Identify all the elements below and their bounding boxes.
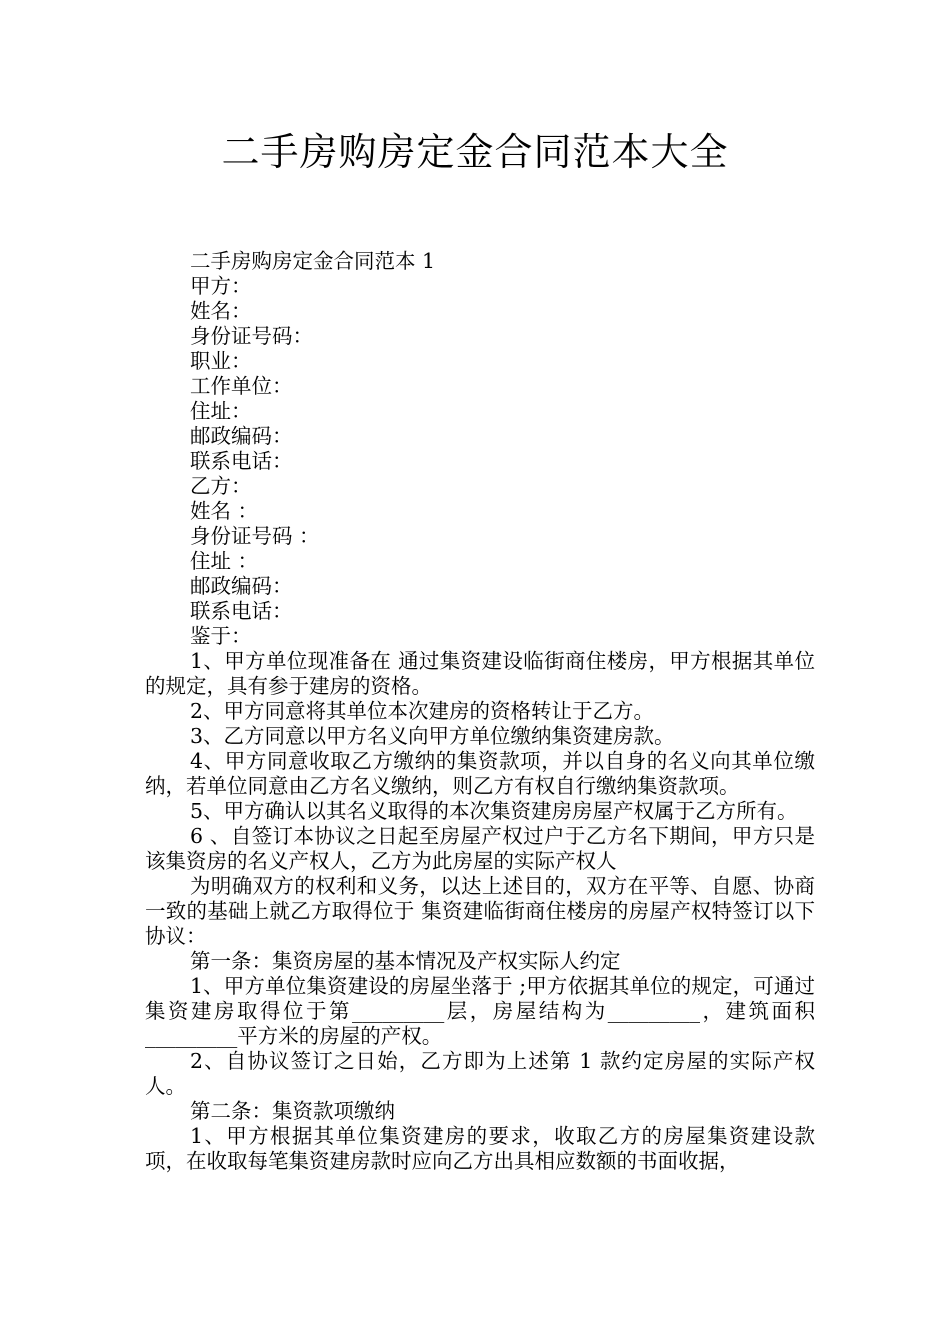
recital-paragraph: 4、甲方同意收取乙方缴纳的集资款项，并以自身的名义向其单位缴纳，若单位同意由乙方名义缴纳，则乙方有权自行缴纳集资款项。	[145, 749, 815, 798]
party-a-postcode-field: 邮政编码：	[190, 424, 293, 448]
party-a-id-field: 身份证号码：	[190, 324, 313, 348]
article-heading: 第二条：集资款项缴纳	[190, 1099, 395, 1123]
clause-paragraph: 1、甲方单位集资建设的房屋坐落于 ;甲方依据其单位的规定，可通过集资建房取得位于第_________层，房屋结构为_________，建筑面积_________平方米的房屋的产权。	[145, 974, 815, 1048]
document-title: 二手房购房定金合同范本大全	[221, 130, 729, 174]
party-a-name-field: 姓名：	[190, 299, 252, 323]
party-a-label: 甲方：	[190, 274, 252, 298]
party-b-postcode-field: 邮政编码：	[190, 574, 293, 598]
party-b-address-field: 住址 ：	[190, 549, 259, 573]
section-heading: 二手房购房定金合同范本 1	[190, 249, 436, 273]
recital-paragraph: 1、甲方单位现准备在 通过集资建设临街商住楼房，甲方根据其单位的规定，具有参于建房的资格。	[145, 649, 815, 698]
preamble-paragraph: 为明确双方的权利和义务，以达上述目的，双方在平等、自愿、协商一致的基础上就乙方取得位于 集资建临街商住楼房的房屋产权特签订以下协议：	[145, 874, 815, 948]
party-a-phone-field: 联系电话：	[190, 449, 293, 473]
party-b-label: 乙方：	[190, 474, 252, 498]
clause-paragraph: 1、甲方根据其单位集资建房的要求，收取乙方的房屋集资建设款项，在收取每笔集资建房款时应向乙方出具相应数额的书面收据，	[145, 1124, 815, 1173]
party-b-id-field: 身份证号码 ：	[190, 524, 320, 548]
recital-paragraph: 2、甲方同意将其单位本次建房的资格转让于乙方。	[190, 699, 655, 723]
recital-paragraph: 6 、自签订本协议之日起至房屋产权过户于乙方名下期间，甲方只是该集资房的名义产权人，乙方为此房屋的实际产权人	[145, 824, 815, 873]
party-a-employer-field: 工作单位：	[190, 374, 293, 398]
party-a-address-field: 住址：	[190, 399, 252, 423]
recital-paragraph: 5、甲方确认以其名义取得的本次集资建房房屋产权属于乙方所有。	[190, 799, 798, 823]
document-body	[145, 249, 815, 1174]
party-a-occupation-field: 职业：	[190, 349, 252, 373]
whereas-label: 鉴于：	[190, 624, 252, 648]
party-b-name-field: 姓名 ：	[190, 499, 259, 523]
party-b-phone-field: 联系电话：	[190, 599, 293, 623]
clause-paragraph: 2、自协议签订之日始，乙方即为上述第 1 款约定房屋的实际产权人。	[145, 1049, 815, 1098]
recital-paragraph: 3、乙方同意以甲方名义向甲方单位缴纳集资建房款。	[190, 724, 675, 748]
article-heading: 第一条：集资房屋的基本情况及产权实际人约定	[190, 949, 621, 973]
